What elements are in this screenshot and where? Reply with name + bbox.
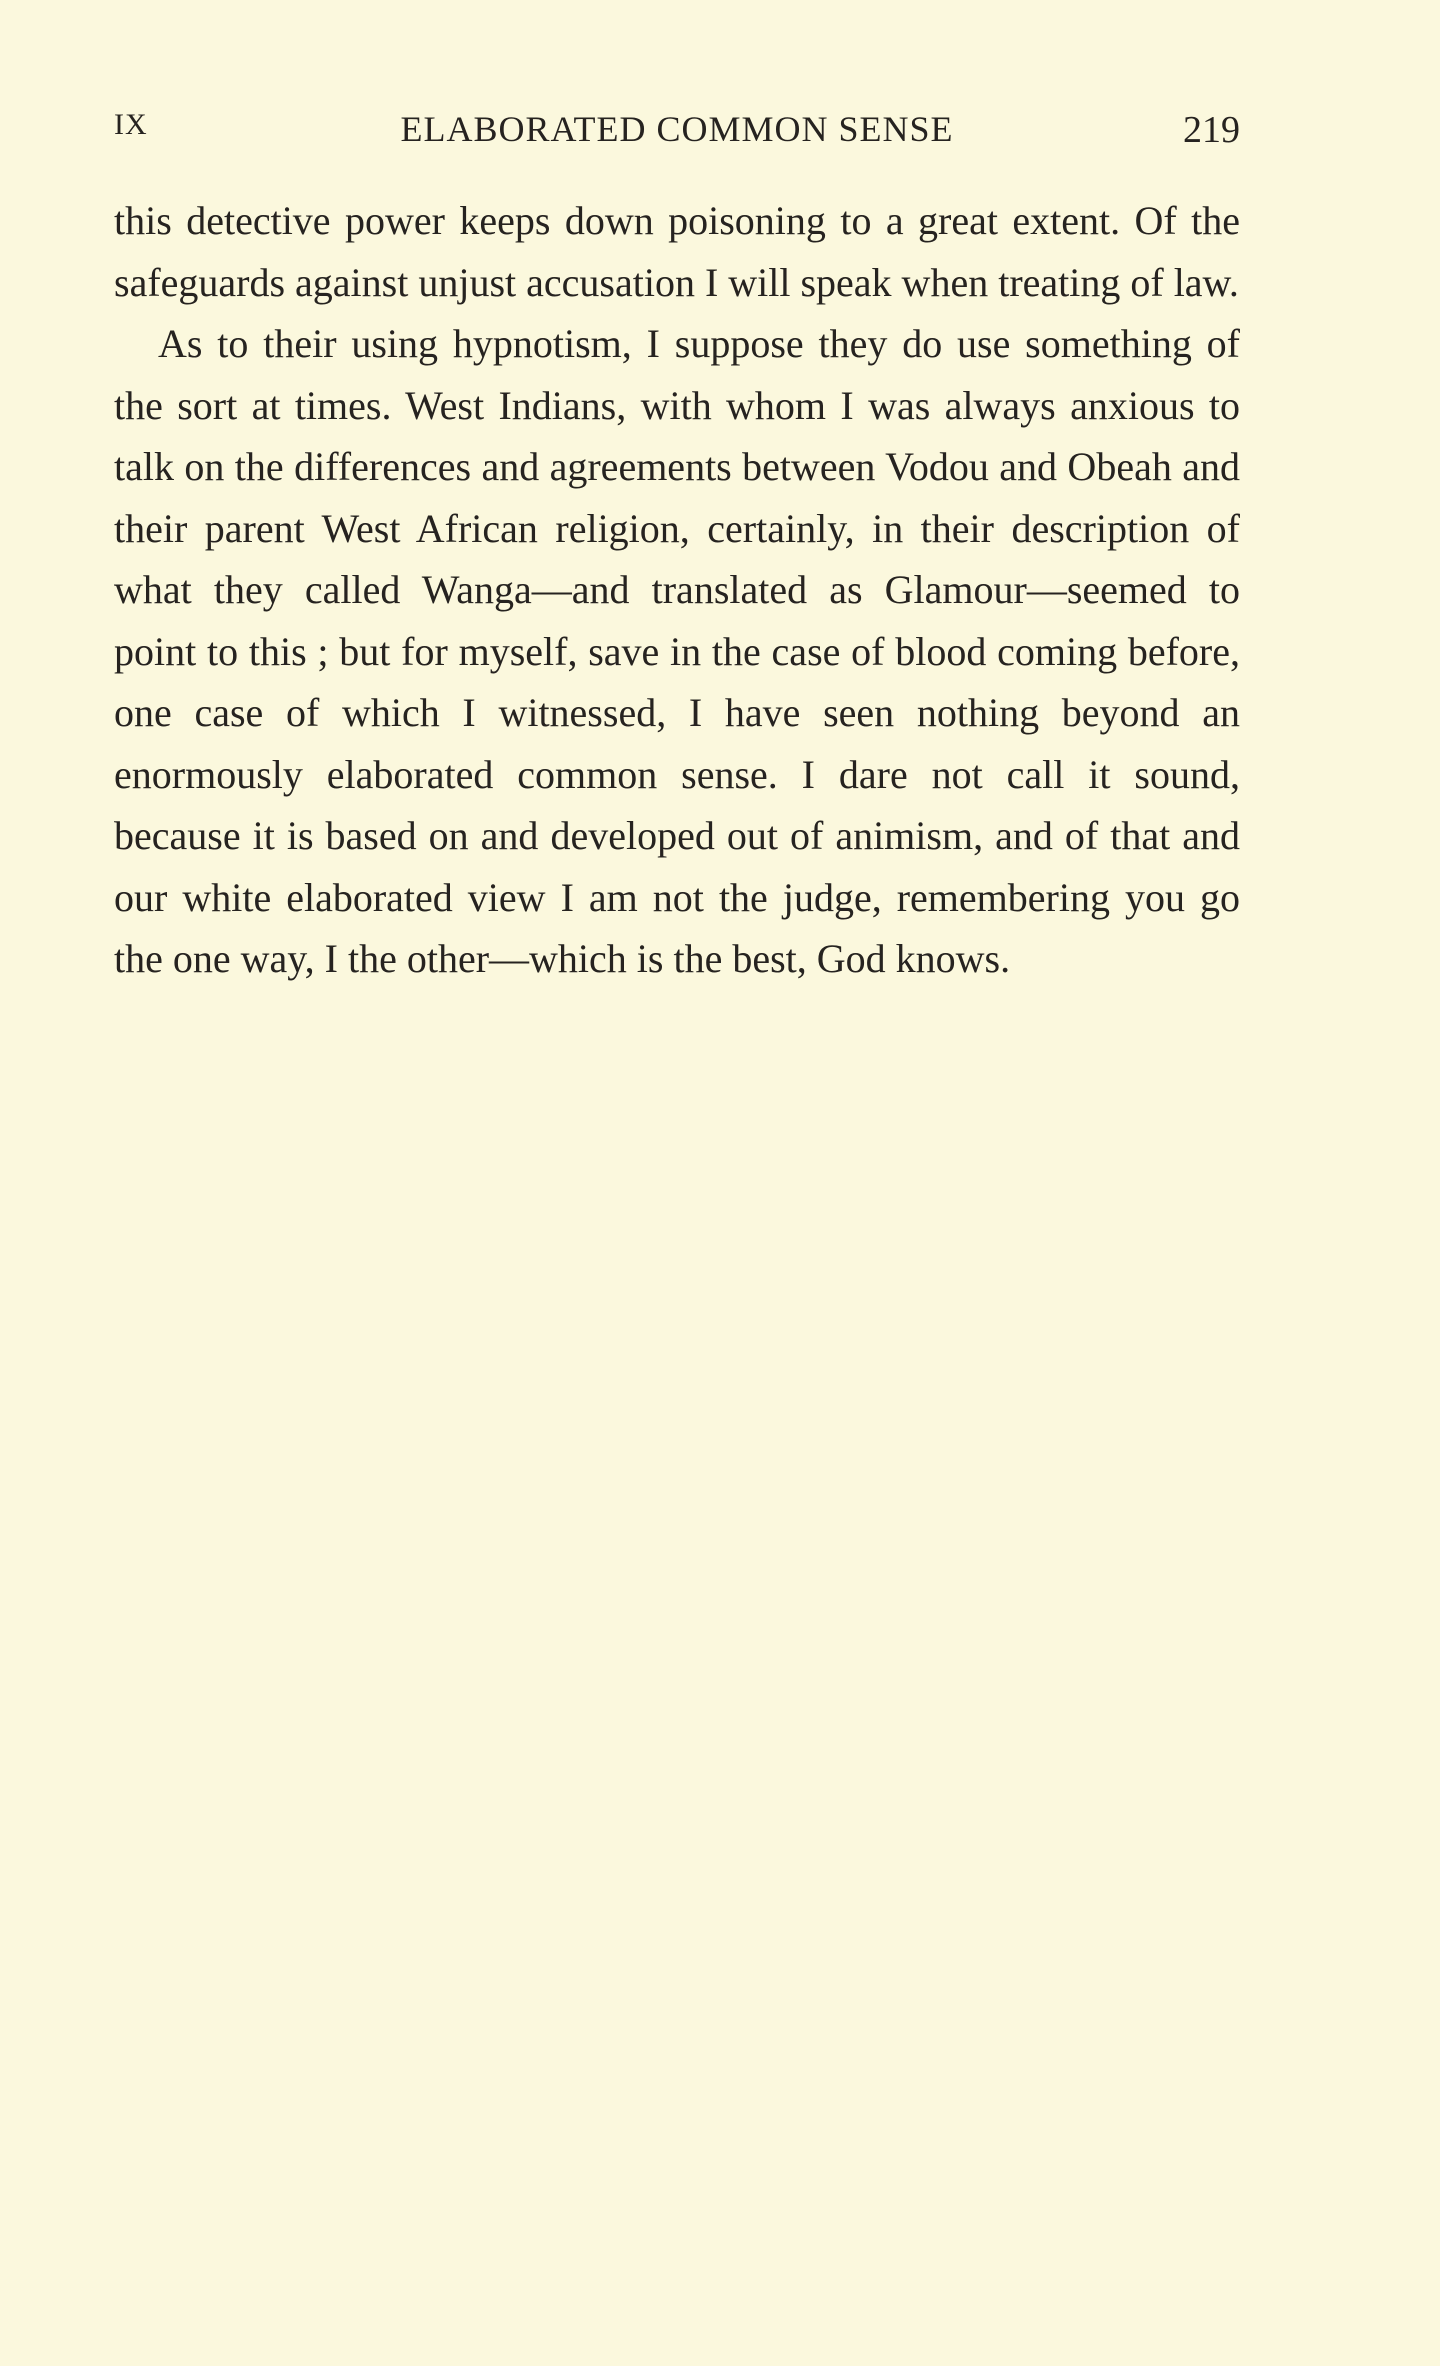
chapter-number: IX	[114, 108, 148, 141]
paragraph-continuation: this detective power keeps down poisoning to a great extent. Of the safeguards against unjust accusation I will speak when treating of law.	[114, 198, 1240, 305]
page-number: 219	[1183, 109, 1240, 151]
running-head	[114, 108, 1240, 158]
paragraph-hypnotism: As to their using hypnotism, I suppose they do use something of the sort at times. West Indians, with whom I was always anxious to talk on the differences and agreements between Vodou and Obeah and their parent West African religion, certainly, in their description of what they called Wanga—and translated as Glamour—seemed to point to this ; but for myself, save in the case of blood coming before, one case of which I witnessed, I have seen nothing beyond an enormously elaborated common sense. I dare not call it sound, because it is based on and developed out of animism, and of that and our white elaborated view I am not the judge, remembering you go the one way, I the other—which is the best, God knows.	[114, 321, 1240, 981]
running-title: ELABORATED COMMON SENSE	[400, 109, 954, 149]
body-text	[114, 190, 1240, 990]
